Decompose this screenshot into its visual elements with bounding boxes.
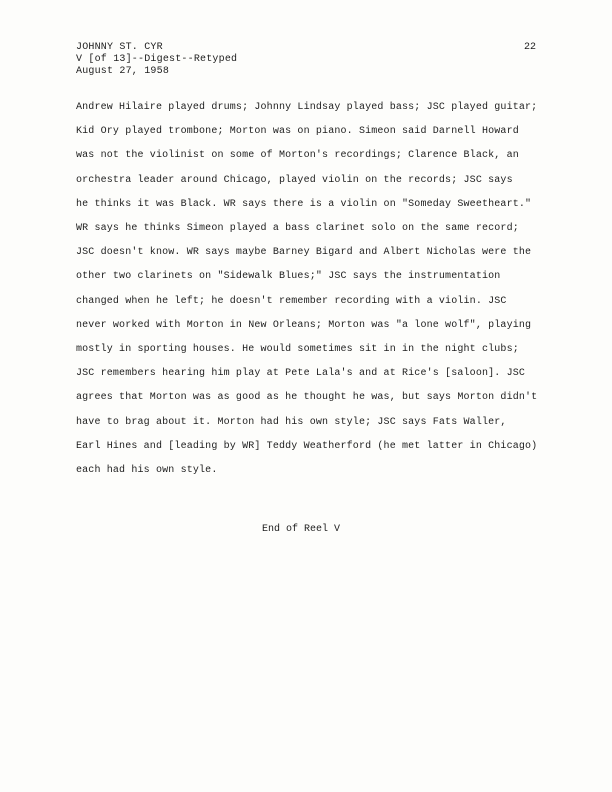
body-line: have to brag about it. Morton had his own style; JSC says Fats Waller, [76, 416, 507, 428]
body-line: JSC remembers hearing him play at Pete Lala's and at Rice's [saloon]. JSC [76, 368, 526, 380]
body-line: never worked with Morton in New Orleans; Morton was "a lone wolf", playing [76, 319, 532, 331]
reel-info: V [of 13]--Digest--Retyped [76, 54, 238, 65]
body-line: he thinks it was Black. WR says there is a violin on "Someday Sweetheart." [76, 198, 532, 210]
body-line: was not the violinist on some of Morton's recordings; Clarence Black, an [76, 150, 519, 162]
end-of-reel-note: End of Reel V [262, 524, 341, 535]
body-line: JSC doesn't know. WR says maybe Barney Bigard and Albert Nicholas were the [76, 247, 532, 259]
body-line: other two clarinets on "Sidewalk Blues;" JSC says the instrumentation [76, 271, 501, 283]
body-line: changed when he left; he doesn't remember recording with a violin. JSC [76, 295, 507, 307]
document-header [76, 42, 237, 78]
body-line: Andrew Hilaire played drums; Johnny Lindsay played bass; JSC played guitar; [76, 102, 538, 113]
page-number: 22 [523, 42, 536, 53]
body-line: WR says he thinks Simeon played a bass clarinet solo on the same record; [76, 223, 519, 235]
interview-date: August 27, 1958 [76, 66, 170, 77]
body-line: Kid Ory played trombone; Morton was on piano. Simeon said Darnell Howard [76, 126, 519, 138]
body-line: each had his own style. [76, 465, 218, 477]
body-line: orchestra leader around Chicago, played violin on the records; JSC says [76, 174, 513, 186]
body-line: agrees that Morton was as good as he thought he was, but says Morton didn't [76, 392, 538, 404]
body-line: Earl Hines and [leading by WR] Teddy Weatherford (he met latter in Chicago) [76, 440, 538, 452]
interviewee-name: JOHNNY ST. CYR [76, 42, 163, 53]
body-paragraph [76, 96, 546, 483]
body-line: mostly in sporting houses. He would sometimes sit in in the night clubs; [76, 344, 519, 356]
